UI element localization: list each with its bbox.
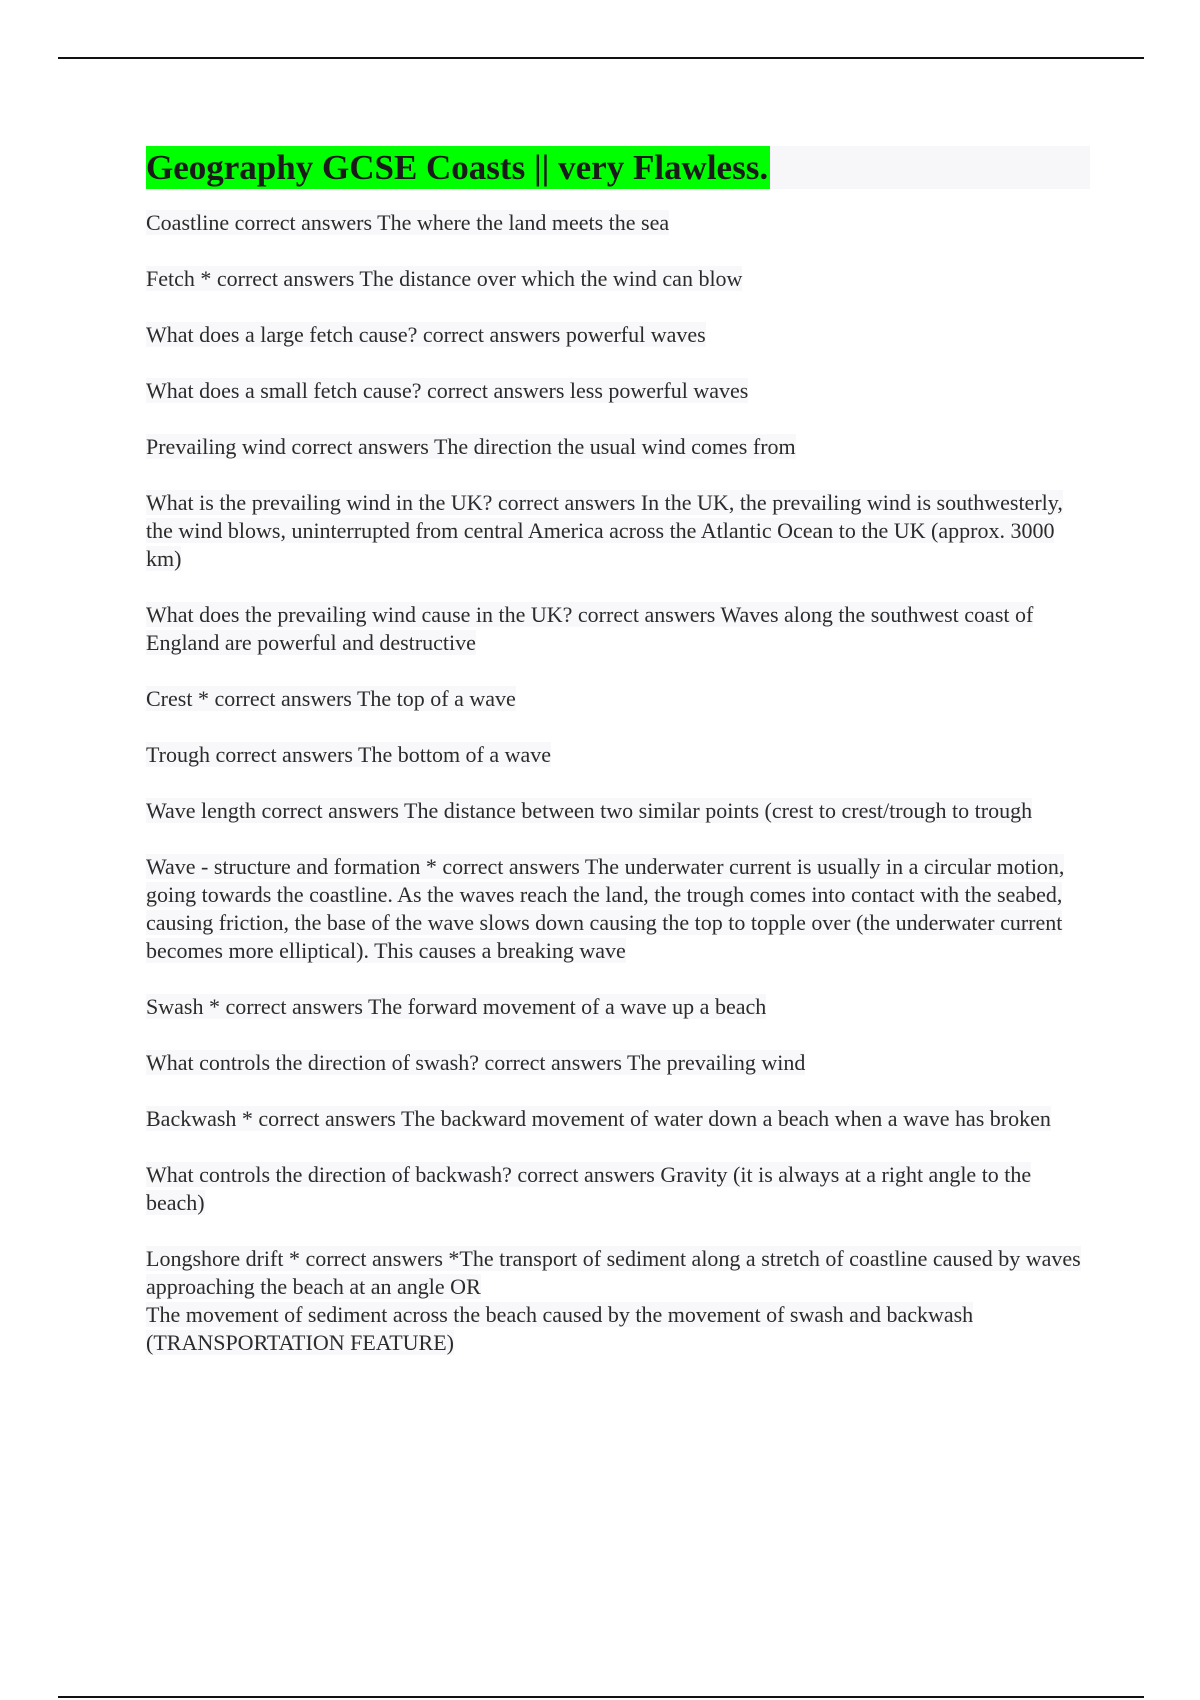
qa-entry-wave-structure: Wave - structure and formation * correct answers The underwater current is usually in a circular motion, going towards the coastline. As the waves reach the land, the trough comes into contact with the seabed, causing friction, the base of the wave slows down causing the top to topple over (the underwater current becomes more elliptical). This causes a breaking wave: [146, 854, 1065, 963]
qa-entry-large-fetch: What does a large fetch cause? correct answers powerful waves: [146, 322, 706, 347]
qa-entry-backwash-direction: What controls the direction of backwash? correct answers Gravity (it is always at a right angle to the beach): [146, 1162, 1032, 1215]
qa-entry-prevailing-wind-uk: What is the prevailing wind in the UK? correct answers In the UK, the prevailing wind is southwesterly, the wind blows, uninterrupted from central America across the Atlantic Ocean to the UK (approx. 3000 km): [146, 490, 1063, 571]
qa-entry-small-fetch: What does a small fetch cause? correct answers less powerful waves: [146, 378, 749, 403]
qa-entry-longshore-drift: Longshore drift * correct answers *The transport of sediment along a stretch of coastline caused by waves approaching the beach at an angle OR The movement of sediment across the beach caused by the movement of swash and backwash (TRANSPORTATION FEATURE): [146, 1246, 1081, 1355]
qa-entry-fetch: Fetch * correct answers The distance over which the wind can blow: [146, 266, 743, 291]
qa-entry-coastline: Coastline correct answers The where the land meets the sea: [146, 210, 670, 235]
qa-entry-backwash: Backwash * correct answers The backward movement of water down a beach when a wave has broken: [146, 1106, 1051, 1131]
qa-entry-wave-length: Wave length correct answers The distance between two similar points (crest to crest/trough to trough: [146, 798, 1033, 823]
qa-entry-prevailing-wind-cause: What does the prevailing wind cause in the UK? correct answers Waves along the southwest coast of England are powerful and destructive: [146, 602, 1034, 655]
qa-entry-crest: Crest * correct answers The top of a wave: [146, 686, 516, 711]
qa-entry-trough: Trough correct answers The bottom of a wave: [146, 742, 552, 767]
title-band: [146, 146, 1090, 189]
document-title: Geography GCSE Coasts || very Flawless.: [146, 148, 769, 187]
qa-entry-swash-direction: What controls the direction of swash? correct answers The prevailing wind: [146, 1050, 806, 1075]
top-rule: [58, 57, 1144, 59]
qa-entry-swash: Swash * correct answers The forward movement of a wave up a beach: [146, 994, 767, 1019]
bottom-rule: [58, 1696, 1144, 1698]
qa-entry-prevailing-wind: Prevailing wind correct answers The direction the usual wind comes from: [146, 434, 796, 459]
document-body: [146, 146, 1090, 1385]
